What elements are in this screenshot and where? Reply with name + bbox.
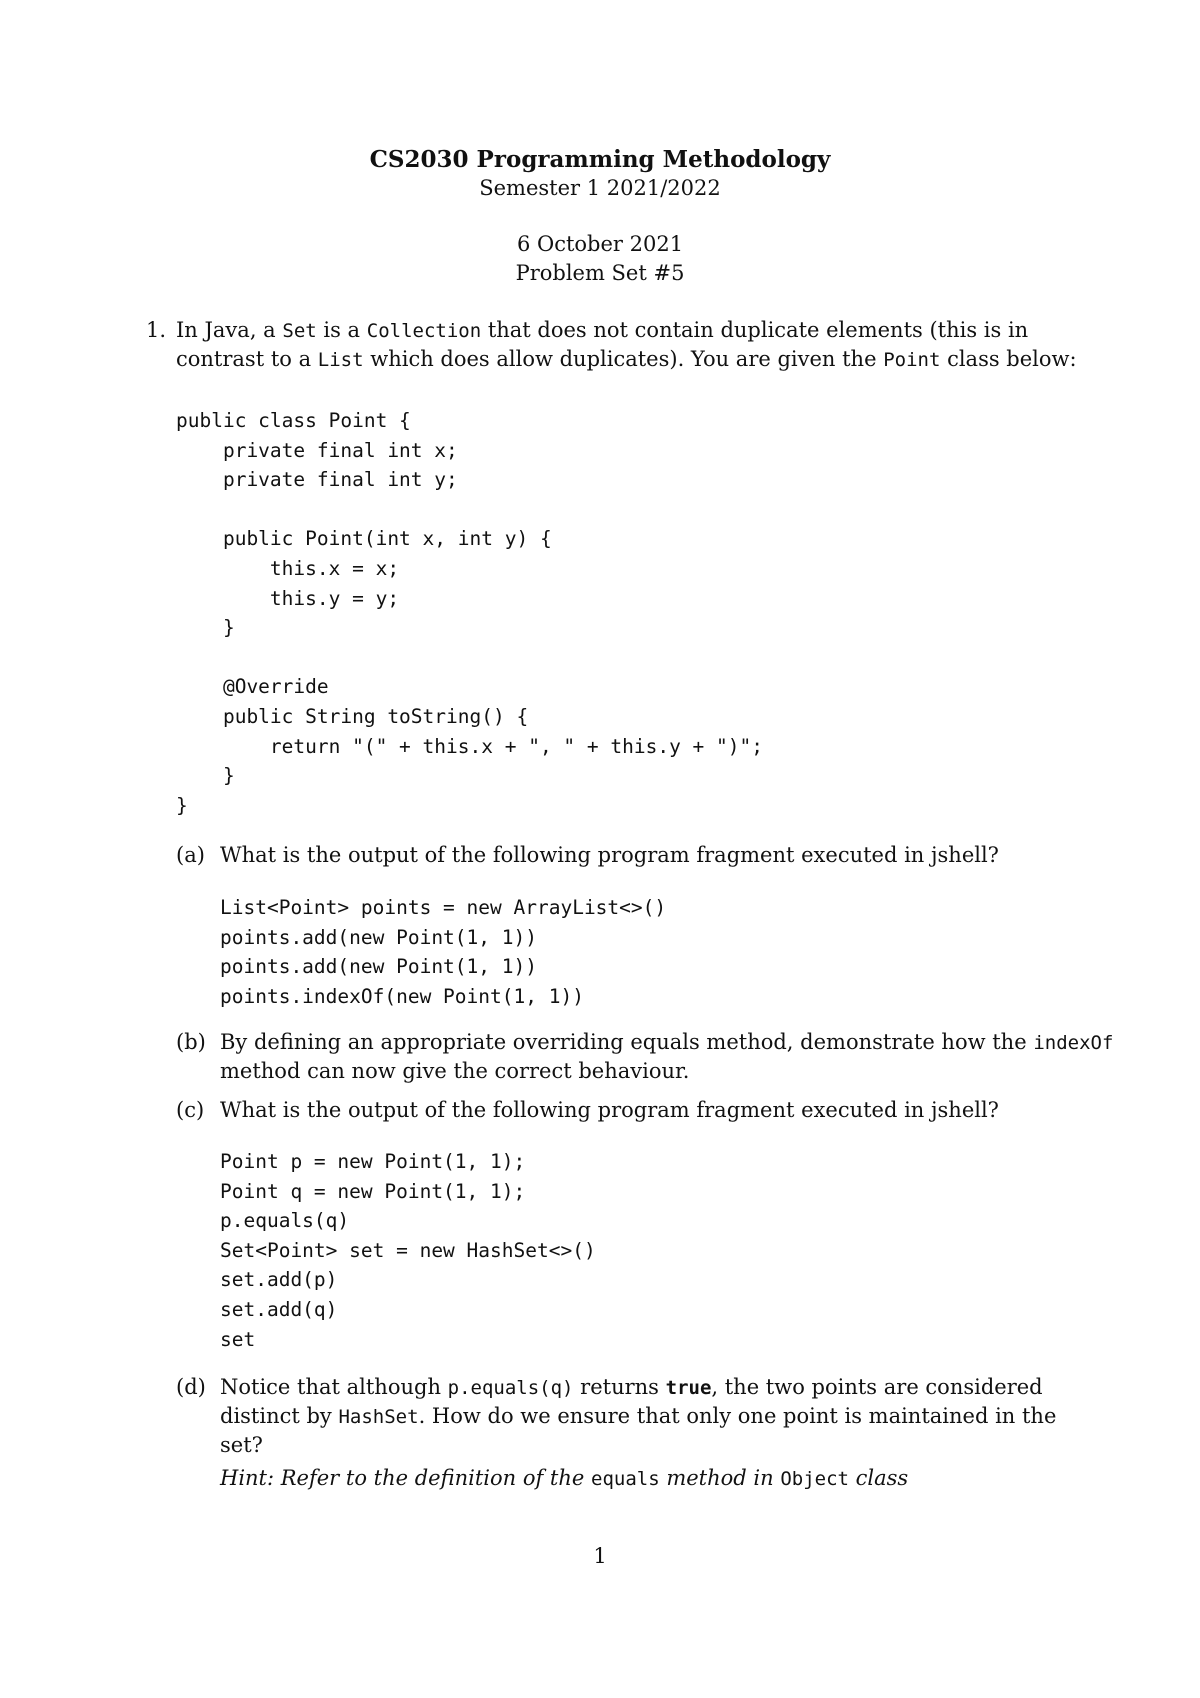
part-a-label: (a): [176, 843, 205, 867]
part-b-line-1: By defining an appropriate overriding equals method, demonstrate how the indexOf: [220, 1030, 1114, 1054]
question-1-intro-line-1: In Java, a Set is a Collection that does not contain duplicate elements (this is in: [176, 318, 1029, 342]
part-c-code: Point p = new Point(1, 1); Point q = new Point(1, 1); p.equals(q) Set<Point> set = new HashSet<>() set.add(p) set.add(q) set: [220, 1150, 596, 1351]
part-a-code: List<Point> points = new ArrayList<>() points.add(new Point(1, 1)) points.add(new Point(1, 1)) points.indexOf(new Point(1, 1)): [220, 896, 667, 1008]
date-line: 6 October 2021: [516, 232, 684, 256]
part-a-question: What is the output of the following program fragment executed in jshell?: [220, 843, 999, 867]
problem-set-title: Problem Set #5: [515, 261, 685, 285]
semester-line: Semester 1 2021/2022: [479, 176, 721, 200]
part-d-label: (d): [176, 1375, 206, 1399]
part-c-label: (c): [176, 1098, 205, 1122]
part-d-line-2: distinct by HashSet. How do we ensure that only one point is maintained in the: [220, 1404, 1057, 1428]
point-class-code: public class Point { private final int x; private final int y; public Point(int x, int y) { this.x = x; this.y = y; } @Override public String toString() { return "(" + this.x + ", " + this.y + ")"; } }: [176, 409, 763, 817]
part-c-question: What is the output of the following program fragment executed in jshell?: [220, 1098, 999, 1122]
question-1-intro-line-2: contrast to a List which does allow duplicates). You are given the Point class below:: [176, 347, 1077, 371]
part-b-label: (b): [176, 1030, 206, 1054]
part-d-line-3: set?: [220, 1433, 263, 1457]
part-b-line-2: method can now give the correct behaviour.: [220, 1059, 690, 1083]
question-1-number: 1.: [146, 318, 167, 342]
course-title: CS2030 Programming Methodology: [369, 146, 831, 173]
part-d-hint: Hint: Refer to the definition of the equals method in Object class: [220, 1466, 909, 1490]
page-number: 1: [593, 1544, 607, 1568]
part-d-line-1: Notice that although p.equals(q) returns true, the two points are considered: [220, 1375, 1043, 1399]
